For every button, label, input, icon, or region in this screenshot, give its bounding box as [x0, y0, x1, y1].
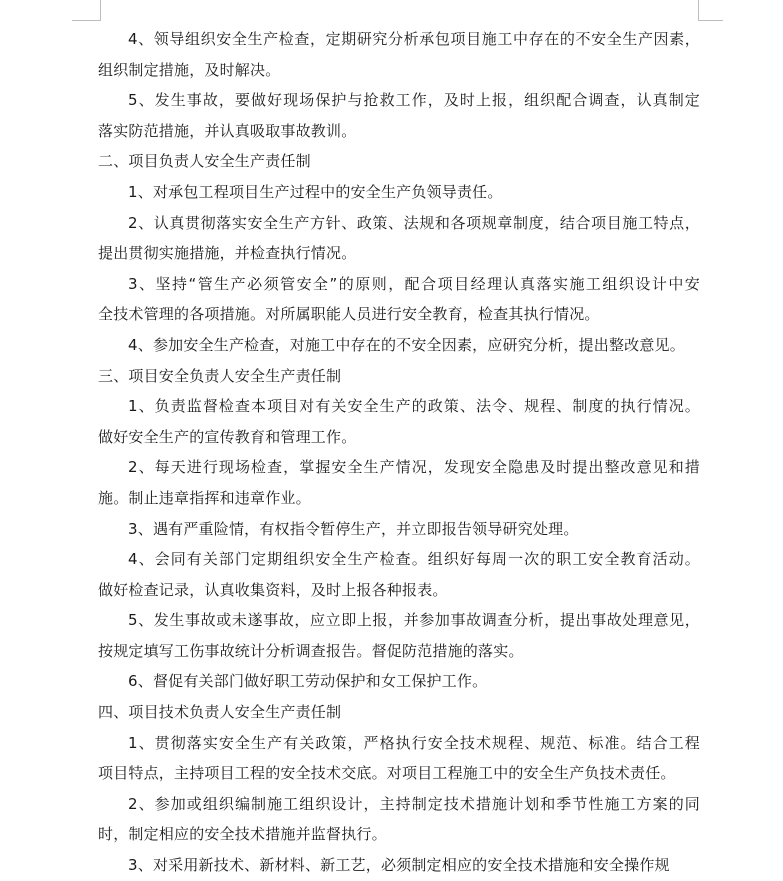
list-item	[98, 330, 700, 361]
paragraph-line: 1、贯彻落实安全生产有关政策，严格执行安全技术规程、规范、标准。结合工程	[128, 733, 700, 752]
paragraph-line: 3、遇有严重险情，有权指令暂停生产，并立即报告领导研究处理。	[128, 519, 579, 538]
section-heading	[98, 146, 700, 177]
section-heading-text: 四、项目技术负责人安全生产责任制	[98, 703, 342, 722]
list-item	[98, 544, 700, 605]
list-item	[98, 728, 700, 789]
document-body	[98, 24, 700, 875]
paragraph-line: 施。制止违章指挥和违章作业。	[98, 488, 311, 507]
paragraph-line: 3、坚持“管生产必须管安全”的原则，配合项目经理认真落实施工组织设计中安	[128, 274, 700, 293]
paragraph-line: 2、每天进行现场检查，掌握安全生产情况，发现安全隐患及时提出整改意见和措	[128, 458, 700, 477]
list-item	[98, 391, 700, 452]
section-heading	[98, 361, 700, 392]
margin-crop-mark-top-right	[698, 0, 723, 21]
paragraph-line: 2、参加或组织编制施工组织设计，主持制定技术措施计划和季节性施工方案的同	[128, 794, 700, 813]
list-item	[98, 605, 700, 666]
paragraph-line: 4、会同有关部门定期组织安全生产检查。组织好每周一次的职工安全教育活动。	[128, 550, 700, 569]
section-heading-text: 二、项目负责人安全生产责任制	[98, 152, 311, 171]
list-item	[98, 208, 700, 269]
list-item	[98, 514, 700, 545]
paragraph-line: 5、发生事故或未遂事故，应立即上报，并参加事故调查分析，提出事故处理意见，	[128, 611, 700, 630]
paragraph-line: 组织制定措施，及时解决。	[98, 60, 281, 79]
list-item	[98, 177, 700, 208]
list-item	[98, 269, 700, 330]
paragraph-line: 项目特点，主持项目工程的安全技术交底。对项目工程施工中的安全生产负技术责任。	[98, 764, 676, 783]
paragraph-line: 1、对承包工程项目生产过程中的安全生产负领导责任。	[128, 182, 503, 201]
section-heading-text: 三、项目安全负责人安全生产责任制	[98, 366, 342, 385]
list-item	[98, 666, 700, 697]
list-item	[98, 789, 700, 850]
paragraph-line: 6、督促有关部门做好职工劳动保护和女工保护工作。	[128, 672, 488, 691]
list-item	[98, 452, 700, 513]
list-item	[98, 850, 700, 875]
section-heading	[98, 697, 700, 728]
margin-crop-mark-top-left	[72, 0, 101, 21]
paragraph-line: 全技术管理的各项措施。对所属职能人员进行安全教育，检查其执行情况。	[98, 305, 600, 324]
paragraph-line: 3、对采用新技术、新材料、新工艺，必须制定相应的安全技术措施和安全操作规	[128, 856, 670, 875]
list-item	[98, 85, 700, 146]
paragraph-line: 提出贯彻实施措施，并检查执行情况。	[98, 244, 357, 263]
paragraph-line: 落实防范措施，并认真吸取事故教训。	[98, 121, 357, 140]
paragraph-line: 4、领导组织安全生产检查，定期研究分析承包项目施工中存在的不安全生产因素，	[128, 30, 700, 48]
paragraph-line: 4、参加安全生产检查，对施工中存在的不安全因素，应研究分析，提出整改意见。	[128, 335, 685, 354]
list-item	[98, 24, 700, 85]
paragraph-line: 做好安全生产的宣传教育和管理工作。	[98, 427, 357, 446]
paragraph-line: 1、负责监督检查本项目对有关安全生产的政策、法令、规程、制度的执行情况。	[128, 397, 700, 416]
paragraph-line: 2、认真贯彻落实安全生产方针、政策、法规和各项规章制度，结合项目施工特点，	[128, 213, 700, 232]
paragraph-line: 做好检查记录，认真收集资料，及时上报各种报表。	[98, 580, 448, 599]
paragraph-line: 时，制定相应的安全技术措施并监督执行。	[98, 825, 387, 844]
paragraph-line: 5、发生事故，要做好现场保护与抢救工作，及时上报，组织配合调查，认真制定	[128, 91, 700, 110]
paragraph-line: 按规定填写工伤事故统计分析调查报告。督促防范措施的落实。	[98, 641, 524, 660]
